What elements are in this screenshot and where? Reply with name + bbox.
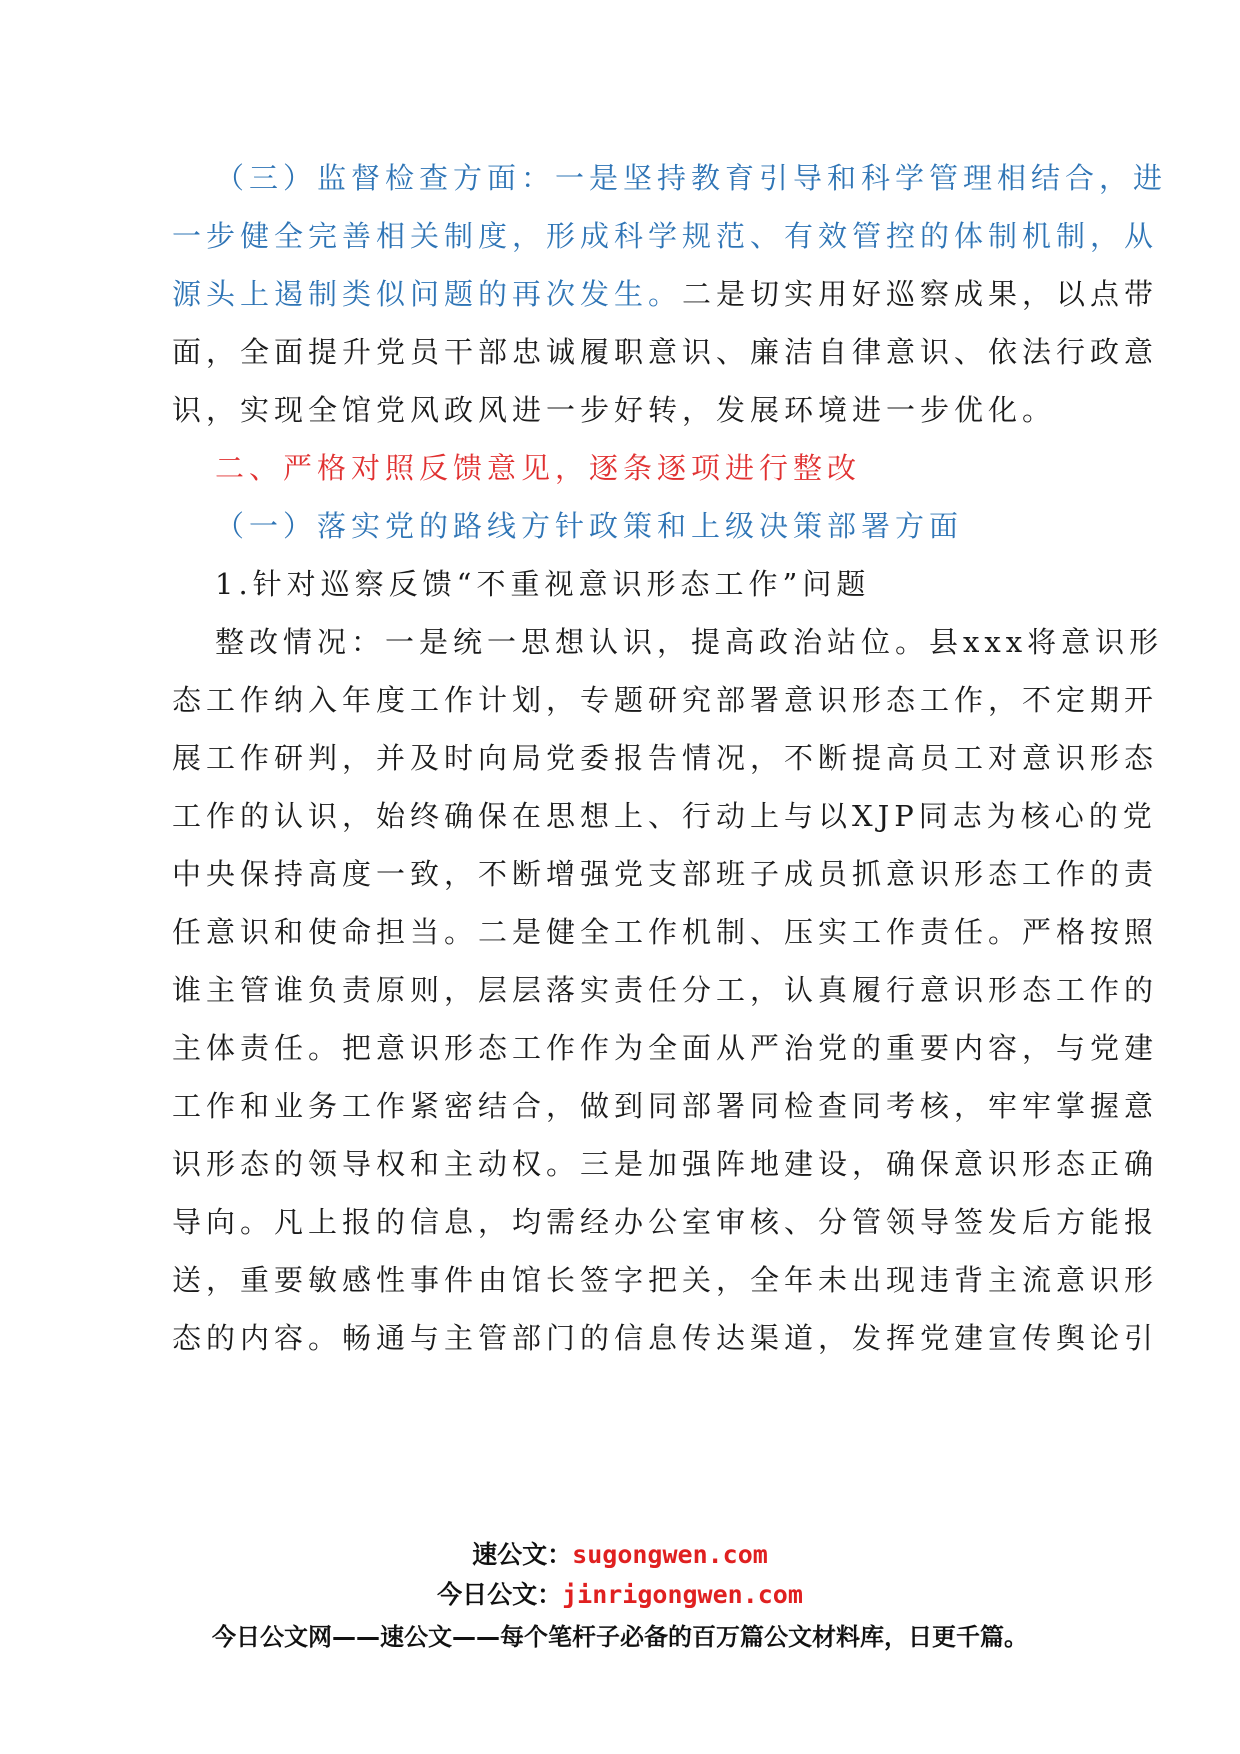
- paragraph-line: 展工作研判，并及时向局党委报告情况，不断提高员工对意识形态: [172, 741, 1159, 775]
- paragraph-line: 工作的认识，始终确保在思想上、行动上与以XJP同志为核心的党: [172, 799, 1157, 833]
- paragraph-line: 谁主管谁负责原则，层层落实责任分工，认真履行意识形态工作的: [172, 973, 1159, 1007]
- footer-link-jinrigongwen[interactable]: jinrigongwen.com: [562, 1580, 803, 1609]
- paragraph-line: 任意识和使命担当。二是健全工作机制、压实工作责任。严格按照: [172, 915, 1159, 949]
- subsection-heading: （一）落实党的路线方针政策和上级决策部署方面: [215, 509, 964, 543]
- footer-link-sugongwen[interactable]: sugongwen.com: [572, 1540, 768, 1569]
- paragraph-line: [172, 274, 1158, 314]
- paragraph-line: 识形态的领导权和主动权。三是加强阵地建设，确保意识形态正确: [172, 1147, 1159, 1181]
- paragraph-line: 导向。凡上报的信息，均需经办公室审核、分管领导签发后方能报: [172, 1205, 1159, 1239]
- footer-jinrigongwen: [0, 1578, 1240, 1612]
- footer-sugongwen: [0, 1538, 1240, 1572]
- paragraph-line: 中央保持高度一致，不断增强党支部班子成员抓意识形态工作的责: [172, 857, 1159, 891]
- footer-tagline: 今日公文网——速公文——每个笔杆子必备的百万篇公文材料库，日更千篇。: [212, 1623, 1028, 1651]
- paragraph-line: 一步健全完善相关制度，形成科学规范、有效管控的体制机制，从: [172, 219, 1159, 253]
- paragraph-line: 送，重要敏感性事件由馆长签字把关，全年未出现违背主流意识形: [172, 1263, 1159, 1297]
- footer-label: 今日公文：: [437, 1580, 563, 1609]
- paragraph-line: 整改情况：一是统一思想认识，提高政治站位。县xxx将意识形: [215, 625, 1164, 659]
- paragraph-line: （三）监督检查方面：一是坚持教育引导和科学管理相结合，进: [215, 161, 1168, 195]
- paragraph-line-segment: 源头上遏制类似问题的再次发生。: [172, 277, 683, 311]
- paragraph-line: 主体责任。把意识形态工作作为全面从严治党的重要内容，与党建: [172, 1031, 1159, 1065]
- footer-label: 速公文：: [472, 1540, 573, 1569]
- section-heading: 二、严格对照反馈意见，逐条逐项进行整改: [215, 451, 862, 485]
- paragraph-line: 态工作纳入年度工作计划，专题研究部署意识形态工作，不定期开: [172, 683, 1159, 717]
- paragraph-line: 工作和业务工作紧密结合，做到同部署同检查同考核，牢牢掌握意: [172, 1089, 1159, 1123]
- paragraph-line: 面，全面提升党员干部忠诚履职意识、廉洁自律意识、依法行政意: [172, 335, 1159, 369]
- paragraph-line-segment: 二是切实用好巡察成果，以点带: [682, 277, 1159, 311]
- paragraph-line: 识，实现全馆党风政风进一步好转，发展环境进一步优化。: [172, 393, 1057, 427]
- paragraph-line: 态的内容。畅通与主管部门的信息传达渠道，发挥党建宣传舆论引: [172, 1321, 1159, 1355]
- item-heading: 1.针对巡察反馈“不重视意识形态工作”问题: [215, 567, 871, 601]
